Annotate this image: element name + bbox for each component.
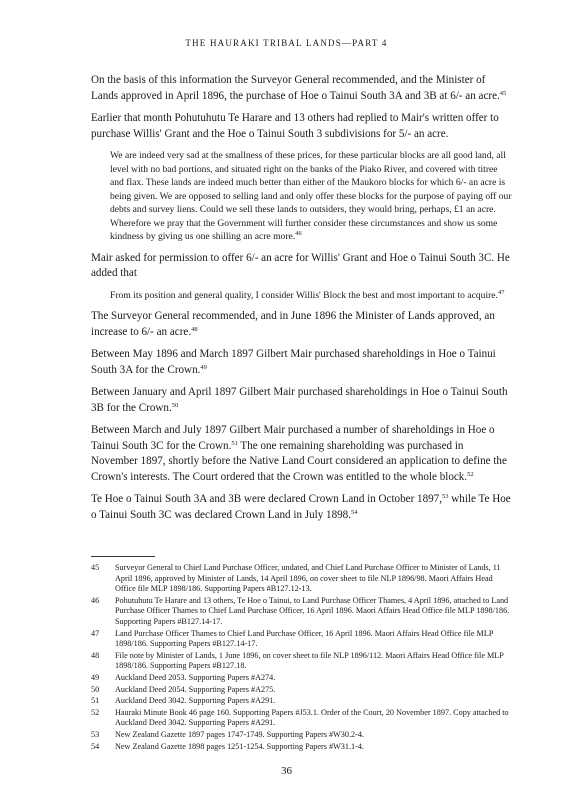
footnote-number: 47 <box>91 628 100 638</box>
footnote-number: 51 <box>91 696 100 706</box>
footnote-text: Auckland Deed 2053. Supporting Papers #A274. <box>115 672 276 682</box>
body-text <box>91 73 512 530</box>
footnote-ref[interactable]: 45 <box>499 89 507 97</box>
footnote <box>91 708 512 729</box>
page-number: 36 <box>281 765 292 777</box>
footnote-text: Surveyor General to Chief Land Purchase Officer, undated, and Chief Land Purchase Officer to Minister of Lands, 11 April 1896, approved by Minister of Lands, 14 April 1896, on cover sheet to file NLP 1896/98. Maori Affairs Head Office file MLP 1898/186. Supporting Papers #B127.12-13. <box>115 563 501 594</box>
footnote-text: File note by Minister of Lands, 1 June 1896, on cover sheet to file NLP 1896/112. Maori Affairs Head Office file MLP 1898/186. Supporting Papers #B127.18. <box>115 650 504 671</box>
footnote-text: Auckland Deed 2054. Supporting Papers #A275. <box>115 684 276 694</box>
paragraph: Between March and July 1897 Gilbert Mair purchased a number of shareholdings in Hoe o Tainui South 3C for the Crown.$^{51}$ The one remaining shareholding was purchased in November 1897, shortly before the Native Land Court considered an application to define the Crown's interests. The Court ordered that the Crown was entitled to the whole block.$^{52}$ <box>91 424 507 483</box>
footnote-divider <box>91 556 155 557</box>
footnote-ref[interactable]: 49 <box>200 363 207 371</box>
paragraph: Te Hoe o Tainui South 3A and 3B were declared Crown Land in October 1897,53 while Te Hoe o Tainui South 3C was declared Crown Land in July 1898.54 <box>91 493 511 521</box>
footnote <box>91 696 512 707</box>
footnote-text: Hauraki Minute Book 46 page 160. Supporting Papers #J53.1. Order of the Court, 20 November 1897. Copy attached to Auckland Deed 3042. Supporting Papers #A291. <box>115 707 509 728</box>
footnote-ref[interactable]: 46 <box>295 230 302 237</box>
footnote-text: New Zealand Gazette 1897 pages 1747-1749. Supporting Papers #W30.2-4. <box>115 729 364 739</box>
footnote <box>91 673 512 684</box>
footnote-ref[interactable]: 50 <box>171 401 179 409</box>
paragraph: On the basis of this information the Surveyor General recommended, and the Minister of Lands approved in April 1896, the purchase of Hoe o Tainui South 3A and 3B at 6/- an acre.$^{45}$ <box>91 74 507 102</box>
footnote-number: 50 <box>91 684 100 694</box>
paragraph: Between January and April 1897 Gilbert Mair purchased shareholdings in Hoe o Tainui South 3B for the Crown.$^{50}$ <box>91 386 508 414</box>
footnote-text: Land Purchase Officer Thames to Chief Land Purchase Officer, 16 April 1896. Maori Affairs Head Office file MLP 1898/186. Supporting Papers #B127.14-17. <box>115 628 494 649</box>
footnote-number: 46 <box>91 595 100 605</box>
footnote-ref[interactable]: 53 <box>442 493 449 500</box>
footnote-ref[interactable]: 48 <box>191 325 198 333</box>
footnote <box>91 629 512 650</box>
footnote-ref[interactable]: 47 <box>497 288 505 296</box>
paragraph: Between May 1896 and March 1897 Gilbert Mair purchased shareholdings in Hoe o Tainui South 3A for the Crown.$^{49}$ <box>91 348 496 376</box>
footnote-text: Auckland Deed 3042. Supporting Papers #A291. <box>115 696 276 706</box>
footnote <box>91 742 512 753</box>
footnote-text: New Zealand Gazette 1898 pages 1251-1254. Supporting Papers #W31.1-4. <box>115 741 364 751</box>
footnote-text: Pohutuhutu Te Harare and 13 others, Te Hoe o Tainui, to Land Purchase Officer Thames, 4 April 1896, attached to Land Purchase Officer Thames to Chief Land Purchase Officer, 16 April 1896. Maori Affairs Head Office file MLP 1898/186. Supporting Papers #B127.14-17. <box>115 595 510 626</box>
footnote-number: 54 <box>91 741 100 751</box>
footnote-number: 53 <box>91 729 100 739</box>
block-quote: From its position and general quality, I consider Willis' Block the best and most important to acquire.$^{47}$ <box>110 288 505 301</box>
footnote <box>91 596 512 628</box>
footnotes <box>91 563 512 753</box>
footnote <box>91 563 512 595</box>
footnote <box>91 730 512 741</box>
footnote <box>91 651 512 672</box>
footnote-ref[interactable]: 54 <box>351 508 358 516</box>
footnote <box>91 685 512 696</box>
footnote-ref[interactable]: 52 <box>467 470 474 478</box>
footnote-number: 48 <box>91 650 100 660</box>
footnote-number: 45 <box>91 563 100 572</box>
paragraph: Mair asked for permission to offer 6/- an acre for Willis' Grant and Hoe o Tainui South 3C. He added that <box>91 251 510 279</box>
footnote-ref[interactable]: 51 <box>231 439 238 447</box>
paragraph: The Surveyor General recommended, and in June 1896 the Minister of Lands approved, an increase to 6/- an acre.$^{48}$ <box>91 310 495 338</box>
footnote-number: 49 <box>91 672 100 682</box>
paragraph: Earlier that month Pohutuhutu Te Harare and 13 others had replied to Mair's written offer to purchase Willis' Grant and the Hoe o Tainui South 3 subdivisions for 5/- an acre. <box>91 112 499 140</box>
block-quote: We are indeed very sad at the smallness of these prices, for these particular blocks are all good land, all level with no bad portions, and situated right on the banks of the Piako River, and covered with titree and flax. These lands are indeed much better than either of the Maukoro blocks for which 6/- an acre is being given. We are opposed to selling land and only offer these blocks for the purpose of paying off our debts and survey liens. Could we sell these lands to outsiders, they would bring, perhaps, £1 an acre. Wherefore we pray that the Government will further consider these circumstances and show us some kindness by giving us one shilling an acre more.$^{46}$ <box>110 150 512 242</box>
running-head: THE HAURAKI TRIBAL LANDS—PART 4 <box>185 38 388 48</box>
footnote-number: 52 <box>91 707 100 717</box>
